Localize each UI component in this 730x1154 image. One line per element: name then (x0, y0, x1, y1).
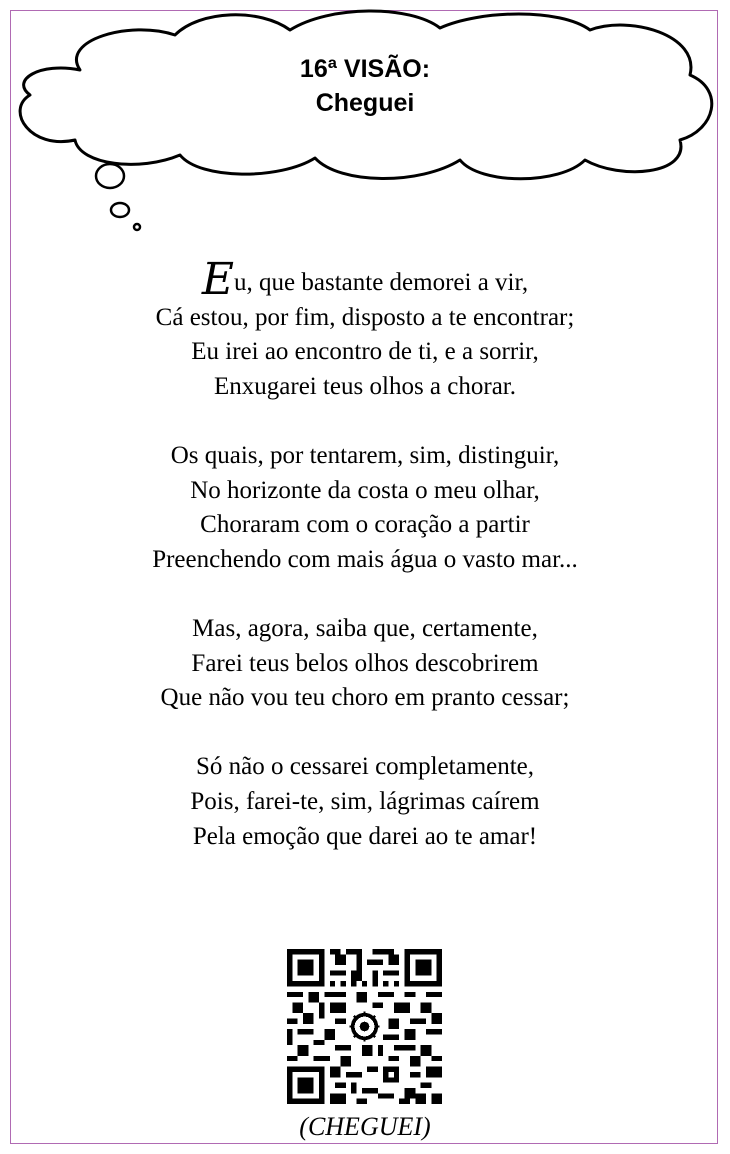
poem-line: Mas, agora, saiba que, certamente, (192, 614, 538, 642)
poem-line: Farei teus belos olhos descobrirem (191, 649, 539, 677)
poem-line: Pois, farei-te, sim, lágrimas caírem (190, 787, 540, 815)
stanza-2 (40, 439, 690, 577)
qr-caption: (CHEGUEI) (299, 1112, 431, 1141)
poem-line: Que não vou teu choro em pranto cessar; (160, 684, 570, 712)
poem-line (40, 254, 690, 305)
poem-line: Eu irei ao encontro de ti, e a sorrir, (191, 338, 539, 366)
poem-line: No horizonte da costa o meu olhar, (190, 476, 540, 504)
drop-cap: E (201, 254, 235, 305)
poem-line: Preenchendo com mais água o vasto mar... (152, 545, 578, 573)
poem-title: Cheguei (315, 89, 415, 117)
poem-line: Choraram com o coração a partir (200, 511, 530, 539)
poem-body (40, 254, 690, 889)
stanza-1 (40, 254, 690, 404)
qr-code-icon[interactable] (287, 949, 442, 1104)
poem-line: Enxugarei teus olhos a chorar. (214, 372, 516, 400)
stanza-3 (40, 612, 690, 716)
poem-line-text: u, que bastante demorei a vir, (234, 269, 529, 296)
poem-line: Cá estou, por fim, disposto a te encontrar; (155, 303, 575, 331)
poem-title-number: 16ª VISÃO: (299, 55, 431, 83)
thought-cloud-icon (0, 0, 730, 240)
poem-line: Só não o cessarei completamente, (195, 753, 535, 781)
stanza-4 (40, 750, 690, 854)
poem-line: Pela emoção que darei ao te amar! (192, 822, 538, 850)
poem-line: Os quais, por tentarem, sim, distinguir, (170, 441, 560, 469)
